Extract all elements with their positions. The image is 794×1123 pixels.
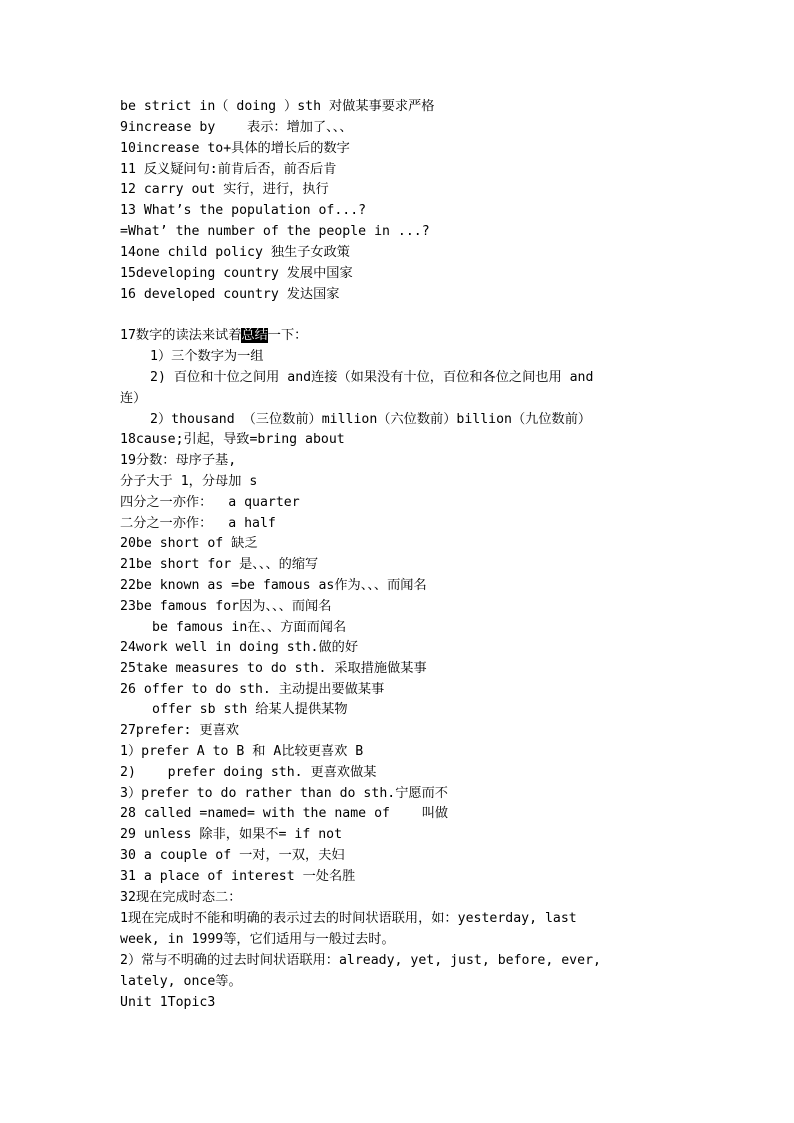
text-line: 29 unless 除非，如果不= if not: [120, 827, 343, 842]
text-line: 20be short of 缺乏: [120, 536, 258, 551]
text-line: 1现在完成时不能和明确的表示过去的时间状语联用，如：yesterday, last: [120, 911, 577, 926]
text-line: 二分之一亦作： a half: [120, 516, 276, 531]
text-line: 9increase by 表示：增加了、、、: [120, 120, 353, 135]
text-line: week, in 1999等，它们适用与一般过去时。: [120, 932, 395, 947]
summary-heading-before: 17数字的读法来试着: [120, 328, 242, 343]
text-line: 23be famous for因为、、、而闻名: [120, 599, 332, 614]
text-line: 25take measures to do sth. 采取措施做某事: [120, 661, 427, 676]
summary-rule-2: 2) 百位和十位之间用 and连接（如果没有十位，百位和各位之间也用 and: [150, 370, 594, 385]
text-line: 31 a place of interest 一处名胜: [120, 869, 356, 884]
text-line: 26 offer to do sth. 主动提出要做某事: [120, 682, 385, 697]
text-line: 28 called =named= with the name of 叫做: [120, 806, 449, 821]
text-line: 15developing country 发展中国家: [120, 266, 353, 281]
summary-heading: [120, 326, 307, 346]
text-line: 14one child policy 独生子女政策: [120, 245, 350, 260]
text-line: 24work well in doing sth.做的好: [120, 640, 359, 655]
summary-rule-1: 1）三个数字为一组: [150, 349, 264, 364]
text-line: 2) prefer doing sth. 更喜欢做某: [120, 765, 377, 780]
text-line: 1）prefer A to B 和 A比较更喜欢 B: [120, 744, 364, 759]
text-line: 30 a couple of 一对，一双，夫妇: [120, 848, 345, 863]
text-line: 21be short for 是、、、的缩写: [120, 557, 319, 572]
text-line: 分子大于 1，分母加 s: [120, 474, 258, 489]
unit-heading: Unit 1Topic3: [120, 995, 216, 1010]
text-line: 22be known as =be famous as作为、、、而闻名: [120, 578, 427, 593]
text-line: be strict in（ doing ）sth 对做某事要求严格: [120, 99, 435, 114]
text-line: 10increase to+具体的增长后的数字: [120, 141, 350, 156]
text-line: 3）prefer to do rather than do sth.宁愿而不: [120, 786, 448, 801]
text-line: 27prefer: 更喜欢: [120, 723, 239, 738]
highlighted-word: 总结: [241, 328, 268, 343]
text-line: 16 developed country 发达国家: [120, 287, 340, 302]
text-line: 19分数：母序子基,: [120, 453, 237, 468]
text-line: 四分之一亦作： a quarter: [120, 495, 300, 510]
text-line: =What’ the number of the people in ...?: [120, 224, 430, 239]
text-line: 12 carry out 实行，进行，执行: [120, 182, 329, 197]
summary-heading-after: 一下：: [267, 328, 308, 343]
text-line: 18cause;引起，导致=bring about: [120, 432, 345, 447]
summary-rule-3: 2）thousand （三位数前）million（六位数前）billion（九位数前）: [150, 412, 592, 427]
summary-rule-2-cont: 连）: [120, 391, 147, 406]
text-line: 11 反义疑问句:前肯后否，前否后肯: [120, 162, 337, 177]
text-line: 13 What’s the population of...?: [120, 203, 367, 218]
text-line: 2）常与不明确的过去时间状语联用：already, yet, just, before, ever,: [120, 953, 601, 968]
text-line: lately, once等。: [120, 974, 242, 989]
section-heading: 32现在完成时态二：: [120, 890, 242, 905]
text-line-indented: offer sb sth 给某人提供某物: [152, 702, 348, 717]
text-line-indented: be famous in在、、方面而闻名: [152, 620, 347, 635]
